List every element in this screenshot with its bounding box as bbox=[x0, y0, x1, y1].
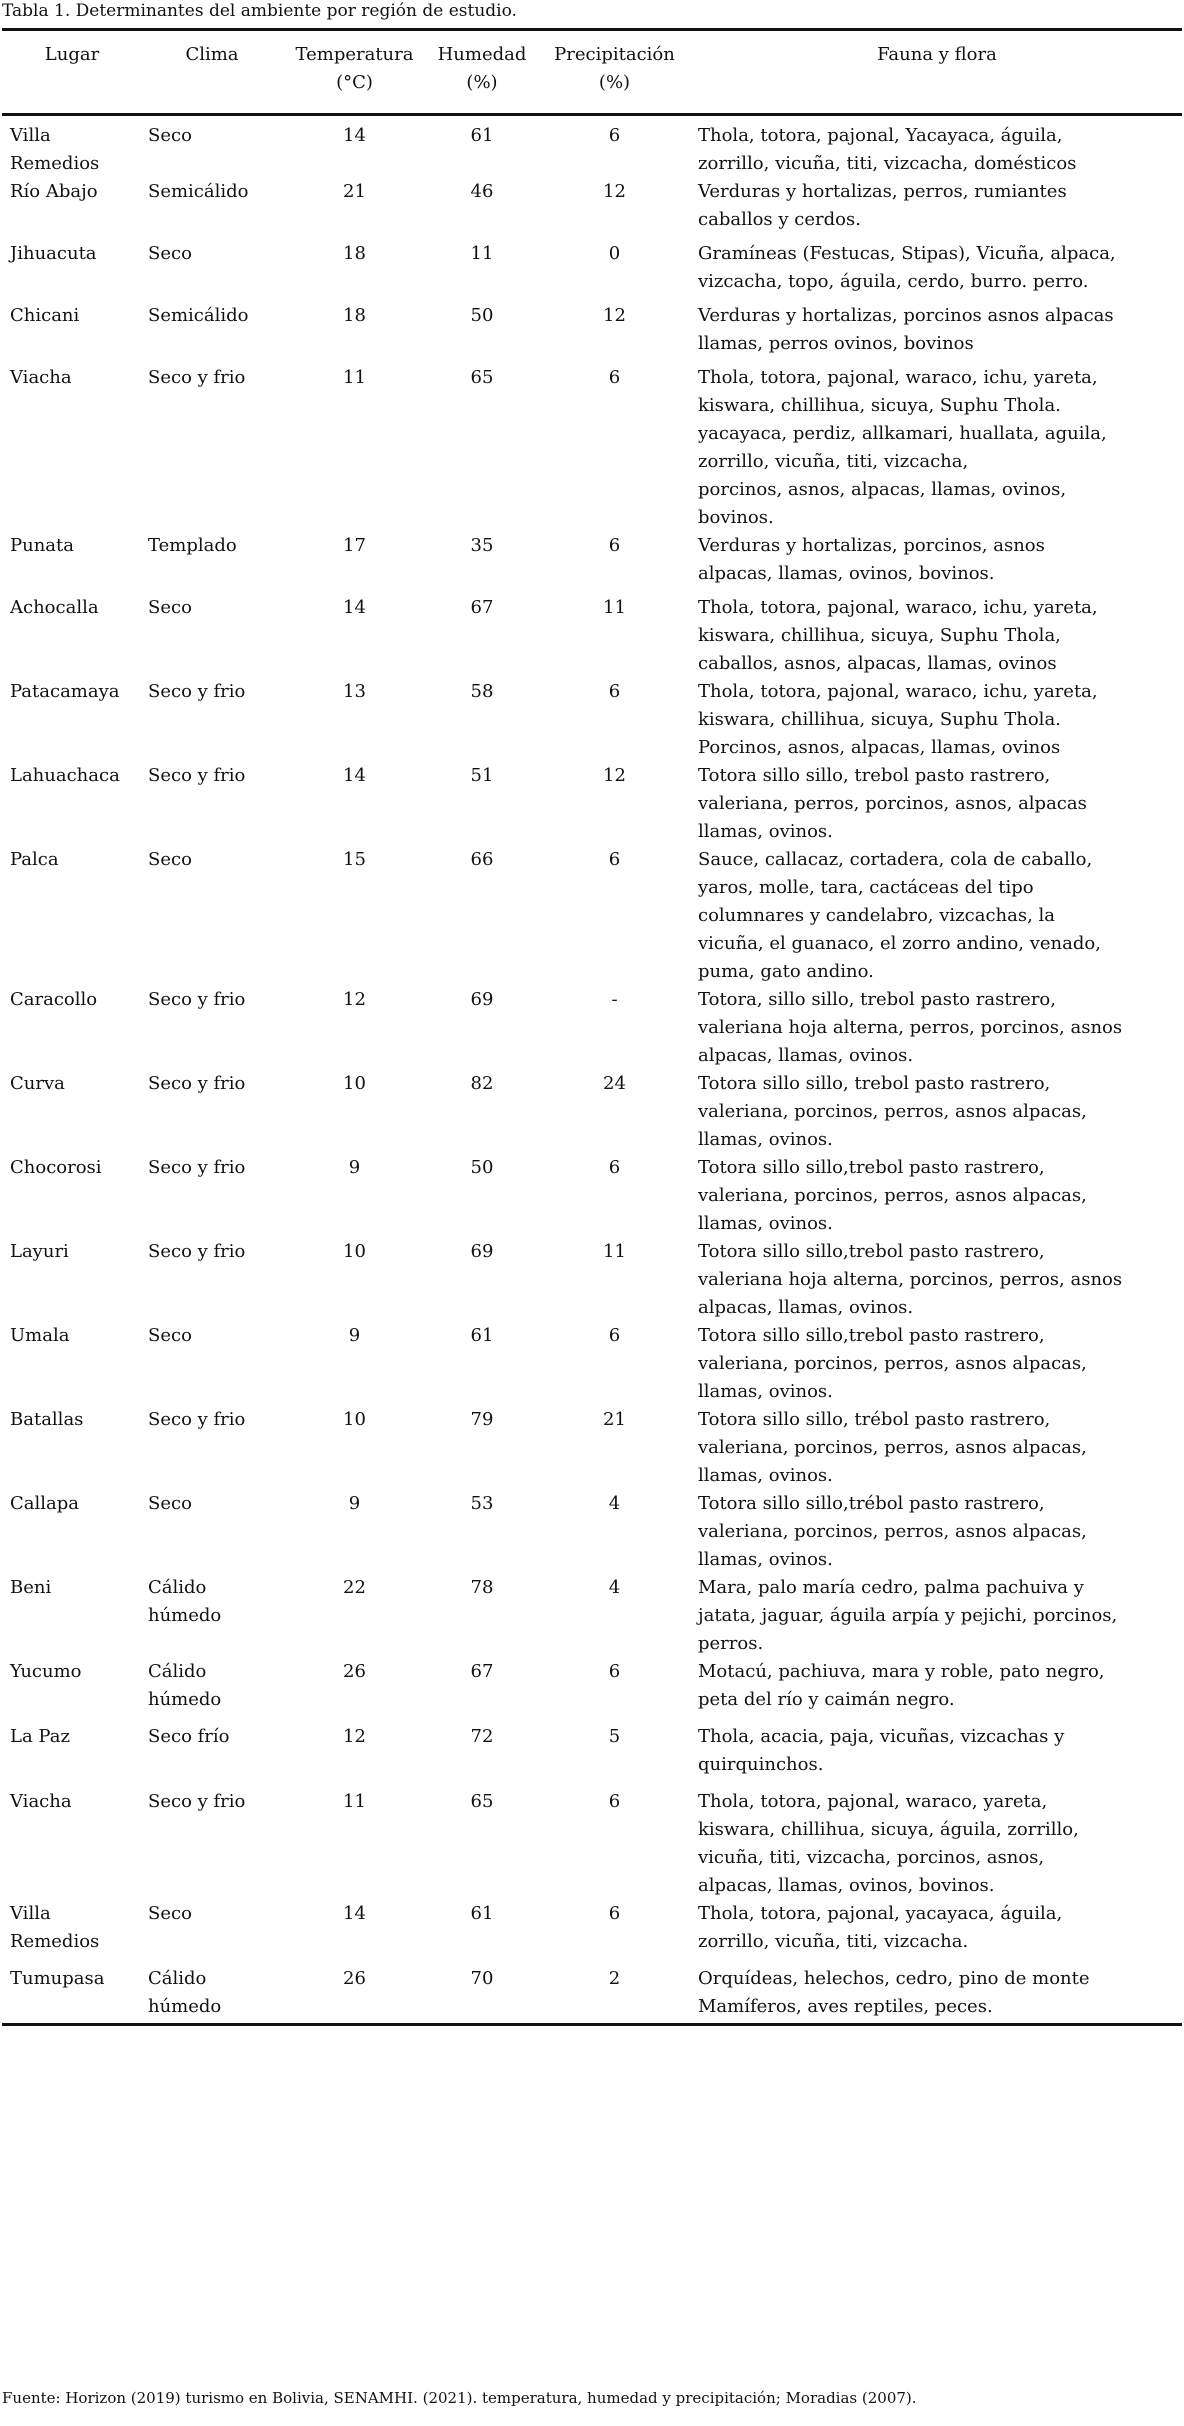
table-body bbox=[2, 115, 1182, 2024]
header-precipitacion: Precipitación (%) bbox=[537, 31, 692, 115]
cell-fauna: Thola, totora, pajonal, waraco, yareta, kiswara, chillihua, sicuya, águila, zorrillo, vicuña, titi, vizcacha, porcinos, asnos, alpacas, llamas, ovinos, bovinos. bbox=[698, 1791, 1079, 1896]
cell-fauna: Verduras y hortalizas, porcinos asnos alpacas llamas, perros ovinos, bovinos bbox=[698, 305, 1114, 354]
cell-clima: Seco y frio bbox=[148, 1409, 246, 1430]
cell-humedad: 61 bbox=[470, 1903, 494, 1924]
cell-clima: Semicálido bbox=[148, 181, 249, 202]
cell-lugar: Palca bbox=[10, 849, 59, 870]
cell-temperatura: 11 bbox=[343, 367, 366, 388]
cell-precipitacion: 4 bbox=[608, 1493, 621, 1514]
cell-humedad: 69 bbox=[470, 1241, 494, 1262]
cell-precipitacion: 21 bbox=[603, 1409, 626, 1430]
cell-clima: Seco bbox=[148, 597, 192, 618]
table-row bbox=[2, 115, 1182, 179]
cell-lugar: Beni bbox=[10, 1577, 52, 1598]
cell-humedad: 61 bbox=[470, 1325, 494, 1346]
table-row bbox=[2, 302, 1182, 364]
cell-precipitacion: 6 bbox=[608, 1325, 621, 1346]
cell-precipitacion: 24 bbox=[603, 1073, 626, 1094]
cell-temperatura: 14 bbox=[343, 765, 366, 786]
cell-humedad: 50 bbox=[470, 305, 494, 326]
environment-table bbox=[2, 31, 1182, 2023]
source-note: Fuente: Horizon (2019) turismo en Bolivia, SENAMHI. (2021). temperatura, humedad y precipitación; Moradias (2007). bbox=[2, 2389, 917, 2407]
cell-precipitacion: - bbox=[611, 989, 618, 1010]
cell-temperatura: 10 bbox=[343, 1073, 366, 1094]
table-row bbox=[2, 1574, 1182, 1658]
cell-clima: Seco y frio bbox=[148, 1073, 246, 1094]
cell-fauna: Totora sillo sillo,trébol pasto rastrero, valeriana, porcinos, perros, asnos alpacas, llamas, ovinos. bbox=[698, 1493, 1087, 1570]
cell-clima: Seco bbox=[148, 849, 192, 870]
cell-lugar: Viacha bbox=[10, 1791, 72, 1812]
cell-humedad: 66 bbox=[470, 849, 494, 870]
cell-precipitacion: 6 bbox=[608, 1903, 621, 1924]
cell-lugar: Lahuachaca bbox=[10, 765, 120, 786]
cell-precipitacion: 6 bbox=[608, 849, 621, 870]
cell-lugar: Chocorosi bbox=[10, 1157, 102, 1178]
cell-humedad: 65 bbox=[470, 1791, 494, 1812]
cell-precipitacion: 4 bbox=[608, 1577, 621, 1598]
cell-fauna: Totora sillo sillo, trebol pasto rastrero, valeriana, perros, porcinos, asnos, alpacas llamas, ovinos. bbox=[698, 765, 1087, 842]
cell-temperatura: 9 bbox=[348, 1325, 361, 1346]
table-row bbox=[2, 762, 1182, 846]
table-row bbox=[2, 1322, 1182, 1406]
header-humedad: Humedad (%) bbox=[427, 31, 537, 115]
cell-humedad: 46 bbox=[470, 181, 494, 202]
cell-fauna: Totora sillo sillo, trebol pasto rastrero, valeriana, porcinos, perros, asnos alpacas, llamas, ovinos. bbox=[698, 1073, 1087, 1150]
cell-temperatura: 17 bbox=[343, 535, 366, 556]
cell-humedad: 50 bbox=[470, 1157, 494, 1178]
cell-humedad: 11 bbox=[470, 243, 494, 264]
cell-lugar: Umala bbox=[10, 1325, 70, 1346]
cell-precipitacion: 6 bbox=[608, 535, 621, 556]
cell-clima: Seco y frio bbox=[148, 681, 246, 702]
header-temperatura: Temperatura (°C) bbox=[282, 31, 427, 115]
cell-clima: Seco bbox=[148, 243, 192, 264]
cell-clima: Seco bbox=[148, 1325, 192, 1346]
cell-temperatura: 13 bbox=[343, 681, 366, 702]
cell-temperatura: 10 bbox=[343, 1241, 366, 1262]
cell-lugar: Patacamaya bbox=[10, 681, 120, 702]
cell-temperatura: 9 bbox=[348, 1157, 361, 1178]
cell-temperatura: 12 bbox=[343, 1726, 366, 1747]
cell-fauna: Totora sillo sillo,trebol pasto rastrero, valeriana hoja alterna, porcinos, perros, asnos alpacas, llamas, ovinos. bbox=[698, 1241, 1123, 1318]
cell-lugar: Villa Remedios bbox=[10, 125, 100, 174]
cell-lugar: Viacha bbox=[10, 367, 72, 388]
cell-precipitacion: 11 bbox=[603, 1241, 626, 1262]
cell-lugar: Curva bbox=[10, 1073, 65, 1094]
table-row bbox=[2, 1406, 1182, 1490]
cell-lugar: Tumupasa bbox=[10, 1968, 105, 1989]
cell-temperatura: 18 bbox=[343, 243, 366, 264]
cell-precipitacion: 5 bbox=[608, 1726, 621, 1747]
table-row bbox=[2, 1965, 1182, 2023]
table-row bbox=[2, 532, 1182, 594]
cell-fauna: Totora sillo sillo,trebol pasto rastrero, valeriana, porcinos, perros, asnos alpacas, llamas, ovinos. bbox=[698, 1157, 1087, 1234]
cell-fauna: Thola, totora, pajonal, waraco, ichu, yareta, kiswara, chillihua, sicuya, Suphu Thola, caballos, asnos, alpacas, llamas, ovinos bbox=[698, 597, 1098, 674]
cell-clima: Cálido húmedo bbox=[148, 1577, 222, 1626]
cell-lugar: Chicani bbox=[10, 305, 80, 326]
cell-precipitacion: 6 bbox=[608, 367, 621, 388]
cell-fauna: Thola, totora, pajonal, waraco, ichu, yareta, kiswara, chillihua, sicuya, Suphu Thola. yacayaca, perdiz, allkamari, huallata, aguila, zorrillo, vicuña, titi, vizcacha, porcinos, asnos, alpacas, llamas, ovinos, bovinos. bbox=[698, 367, 1107, 528]
cell-humedad: 72 bbox=[470, 1726, 494, 1747]
table-row bbox=[2, 678, 1182, 762]
cell-fauna: Sauce, callacaz, cortadera, cola de caballo, yaros, molle, tara, cactáceas del tipo columnares y candelabro, vizcachas, la vicuña, el guanaco, el zorro andino, venado, puma, gato andino. bbox=[698, 849, 1101, 982]
table-row bbox=[2, 986, 1182, 1070]
cell-fauna: Verduras y hortalizas, porcinos, asnos alpacas, llamas, ovinos, bovinos. bbox=[698, 535, 1045, 584]
cell-precipitacion: 6 bbox=[608, 1661, 621, 1682]
table-row bbox=[2, 594, 1182, 678]
cell-clima: Seco y frio bbox=[148, 989, 246, 1010]
cell-temperatura: 26 bbox=[343, 1968, 366, 1989]
cell-humedad: 82 bbox=[470, 1073, 494, 1094]
table-row bbox=[2, 1238, 1182, 1322]
cell-clima: Seco y frio bbox=[148, 367, 246, 388]
cell-lugar: Callapa bbox=[10, 1493, 80, 1514]
cell-temperatura: 21 bbox=[343, 181, 366, 202]
cell-precipitacion: 0 bbox=[608, 243, 621, 264]
cell-fauna: Orquídeas, helechos, cedro, pino de monte Mamíferos, aves reptiles, peces. bbox=[698, 1968, 1090, 2017]
cell-precipitacion: 6 bbox=[608, 681, 621, 702]
cell-clima: Seco y frio bbox=[148, 765, 246, 786]
cell-temperatura: 15 bbox=[343, 849, 366, 870]
cell-fauna: Mara, palo maría cedro, palma pachuiva y jatata, jaguar, águila arpía y pejichi, porcinos, perros. bbox=[698, 1577, 1118, 1654]
cell-clima: Seco bbox=[148, 1903, 192, 1924]
cell-precipitacion: 6 bbox=[608, 125, 621, 146]
cell-precipitacion: 12 bbox=[603, 181, 626, 202]
cell-temperatura: 14 bbox=[343, 597, 366, 618]
cell-humedad: 78 bbox=[470, 1577, 494, 1598]
table-row bbox=[2, 1788, 1182, 1900]
cell-fauna: Totora sillo sillo, trébol pasto rastrero, valeriana, porcinos, perros, asnos alpacas, llamas, ovinos. bbox=[698, 1409, 1087, 1486]
header-fauna: Fauna y flora bbox=[692, 31, 1182, 115]
header-lugar: Lugar bbox=[2, 31, 142, 115]
cell-fauna: Verduras y hortalizas, perros, rumiantes caballos y cerdos. bbox=[698, 181, 1067, 230]
cell-temperatura: 26 bbox=[343, 1661, 366, 1682]
cell-humedad: 65 bbox=[470, 367, 494, 388]
cell-humedad: 51 bbox=[470, 765, 494, 786]
cell-precipitacion: 6 bbox=[608, 1791, 621, 1812]
cell-fauna: Totora, sillo sillo, trebol pasto rastrero, valeriana hoja alterna, perros, porcinos, asnos alpacas, llamas, ovinos. bbox=[698, 989, 1123, 1066]
cell-clima: Cálido húmedo bbox=[148, 1661, 222, 1710]
cell-fauna: Motacú, pachiuva, mara y roble, pato negro, peta del río y caimán negro. bbox=[698, 1661, 1105, 1710]
cell-lugar: Batallas bbox=[10, 1409, 84, 1430]
cell-fauna: Thola, totora, pajonal, Yacayaca, águila, zorrillo, vicuña, titi, vizcacha, domésticos bbox=[698, 125, 1077, 174]
cell-precipitacion: 11 bbox=[603, 597, 626, 618]
cell-clima: Cálido húmedo bbox=[148, 1968, 222, 2017]
cell-lugar: Achocalla bbox=[10, 597, 99, 618]
table-row bbox=[2, 1154, 1182, 1238]
table-row bbox=[2, 1070, 1182, 1154]
cell-clima: Seco bbox=[148, 1493, 192, 1514]
cell-clima: Seco y frio bbox=[148, 1157, 246, 1178]
cell-humedad: 67 bbox=[470, 1661, 494, 1682]
cell-temperatura: 12 bbox=[343, 989, 366, 1010]
cell-humedad: 61 bbox=[470, 125, 494, 146]
table-row bbox=[2, 178, 1182, 240]
cell-lugar: Río Abajo bbox=[10, 181, 98, 202]
cell-humedad: 67 bbox=[470, 597, 494, 618]
cell-lugar: Jihuacuta bbox=[10, 243, 97, 264]
cell-fauna: Thola, acacia, paja, vicuñas, vizcachas y quirquinchos. bbox=[698, 1726, 1065, 1775]
table-caption: Tabla 1. Determinantes del ambiente por región de estudio. bbox=[2, 1, 517, 21]
table-row bbox=[2, 1900, 1182, 1965]
cell-temperatura: 22 bbox=[343, 1577, 366, 1598]
table-row bbox=[2, 1723, 1182, 1788]
cell-fauna: Totora sillo sillo,trebol pasto rastrero, valeriana, porcinos, perros, asnos alpacas, llamas, ovinos. bbox=[698, 1325, 1087, 1402]
cell-temperatura: 18 bbox=[343, 305, 366, 326]
cell-precipitacion: 12 bbox=[603, 765, 626, 786]
cell-clima: Seco y frio bbox=[148, 1791, 246, 1812]
cell-clima: Seco bbox=[148, 125, 192, 146]
cell-precipitacion: 6 bbox=[608, 1157, 621, 1178]
cell-temperatura: 11 bbox=[343, 1791, 366, 1812]
cell-lugar: Layuri bbox=[10, 1241, 69, 1262]
table-row bbox=[2, 240, 1182, 302]
cell-lugar: La Paz bbox=[10, 1726, 70, 1747]
cell-humedad: 35 bbox=[470, 535, 494, 556]
cell-clima: Seco frío bbox=[148, 1726, 230, 1747]
cell-temperatura: 14 bbox=[343, 1903, 366, 1924]
table-row bbox=[2, 364, 1182, 532]
cell-temperatura: 14 bbox=[343, 125, 366, 146]
cell-temperatura: 9 bbox=[348, 1493, 361, 1514]
cell-clima: Seco y frio bbox=[148, 1241, 246, 1262]
cell-humedad: 69 bbox=[470, 989, 494, 1010]
cell-humedad: 79 bbox=[470, 1409, 494, 1430]
table-row bbox=[2, 1490, 1182, 1574]
cell-humedad: 70 bbox=[470, 1968, 494, 1989]
header-clima: Clima bbox=[142, 31, 282, 115]
cell-fauna: Thola, totora, pajonal, waraco, ichu, yareta, kiswara, chillihua, sicuya, Suphu Thola. Porcinos, asnos, alpacas, llamas, ovinos bbox=[698, 681, 1098, 758]
cell-lugar: Yucumo bbox=[10, 1661, 82, 1682]
cell-temperatura: 10 bbox=[343, 1409, 366, 1430]
bottom-rule bbox=[2, 2023, 1182, 2026]
cell-clima: Templado bbox=[148, 535, 237, 556]
cell-humedad: 58 bbox=[470, 681, 494, 702]
cell-precipitacion: 2 bbox=[608, 1968, 621, 1989]
cell-fauna: Thola, totora, pajonal, yacayaca, águila, zorrillo, vicuña, titi, vizcacha. bbox=[698, 1903, 1063, 1952]
table-row bbox=[2, 1658, 1182, 1723]
table-row bbox=[2, 846, 1182, 986]
data-table-container bbox=[2, 28, 1182, 2026]
cell-lugar: Villa Remedios bbox=[10, 1903, 100, 1952]
cell-precipitacion: 12 bbox=[603, 305, 626, 326]
cell-lugar: Caracollo bbox=[10, 989, 98, 1010]
header-row bbox=[2, 31, 1182, 115]
cell-fauna: Gramíneas (Festucas, Stipas), Vicuña, alpaca, vizcacha, topo, águila, cerdo, burro. perro. bbox=[698, 243, 1116, 292]
cell-lugar: Punata bbox=[10, 535, 74, 556]
cell-clima: Semicálido bbox=[148, 305, 249, 326]
cell-humedad: 53 bbox=[470, 1493, 494, 1514]
